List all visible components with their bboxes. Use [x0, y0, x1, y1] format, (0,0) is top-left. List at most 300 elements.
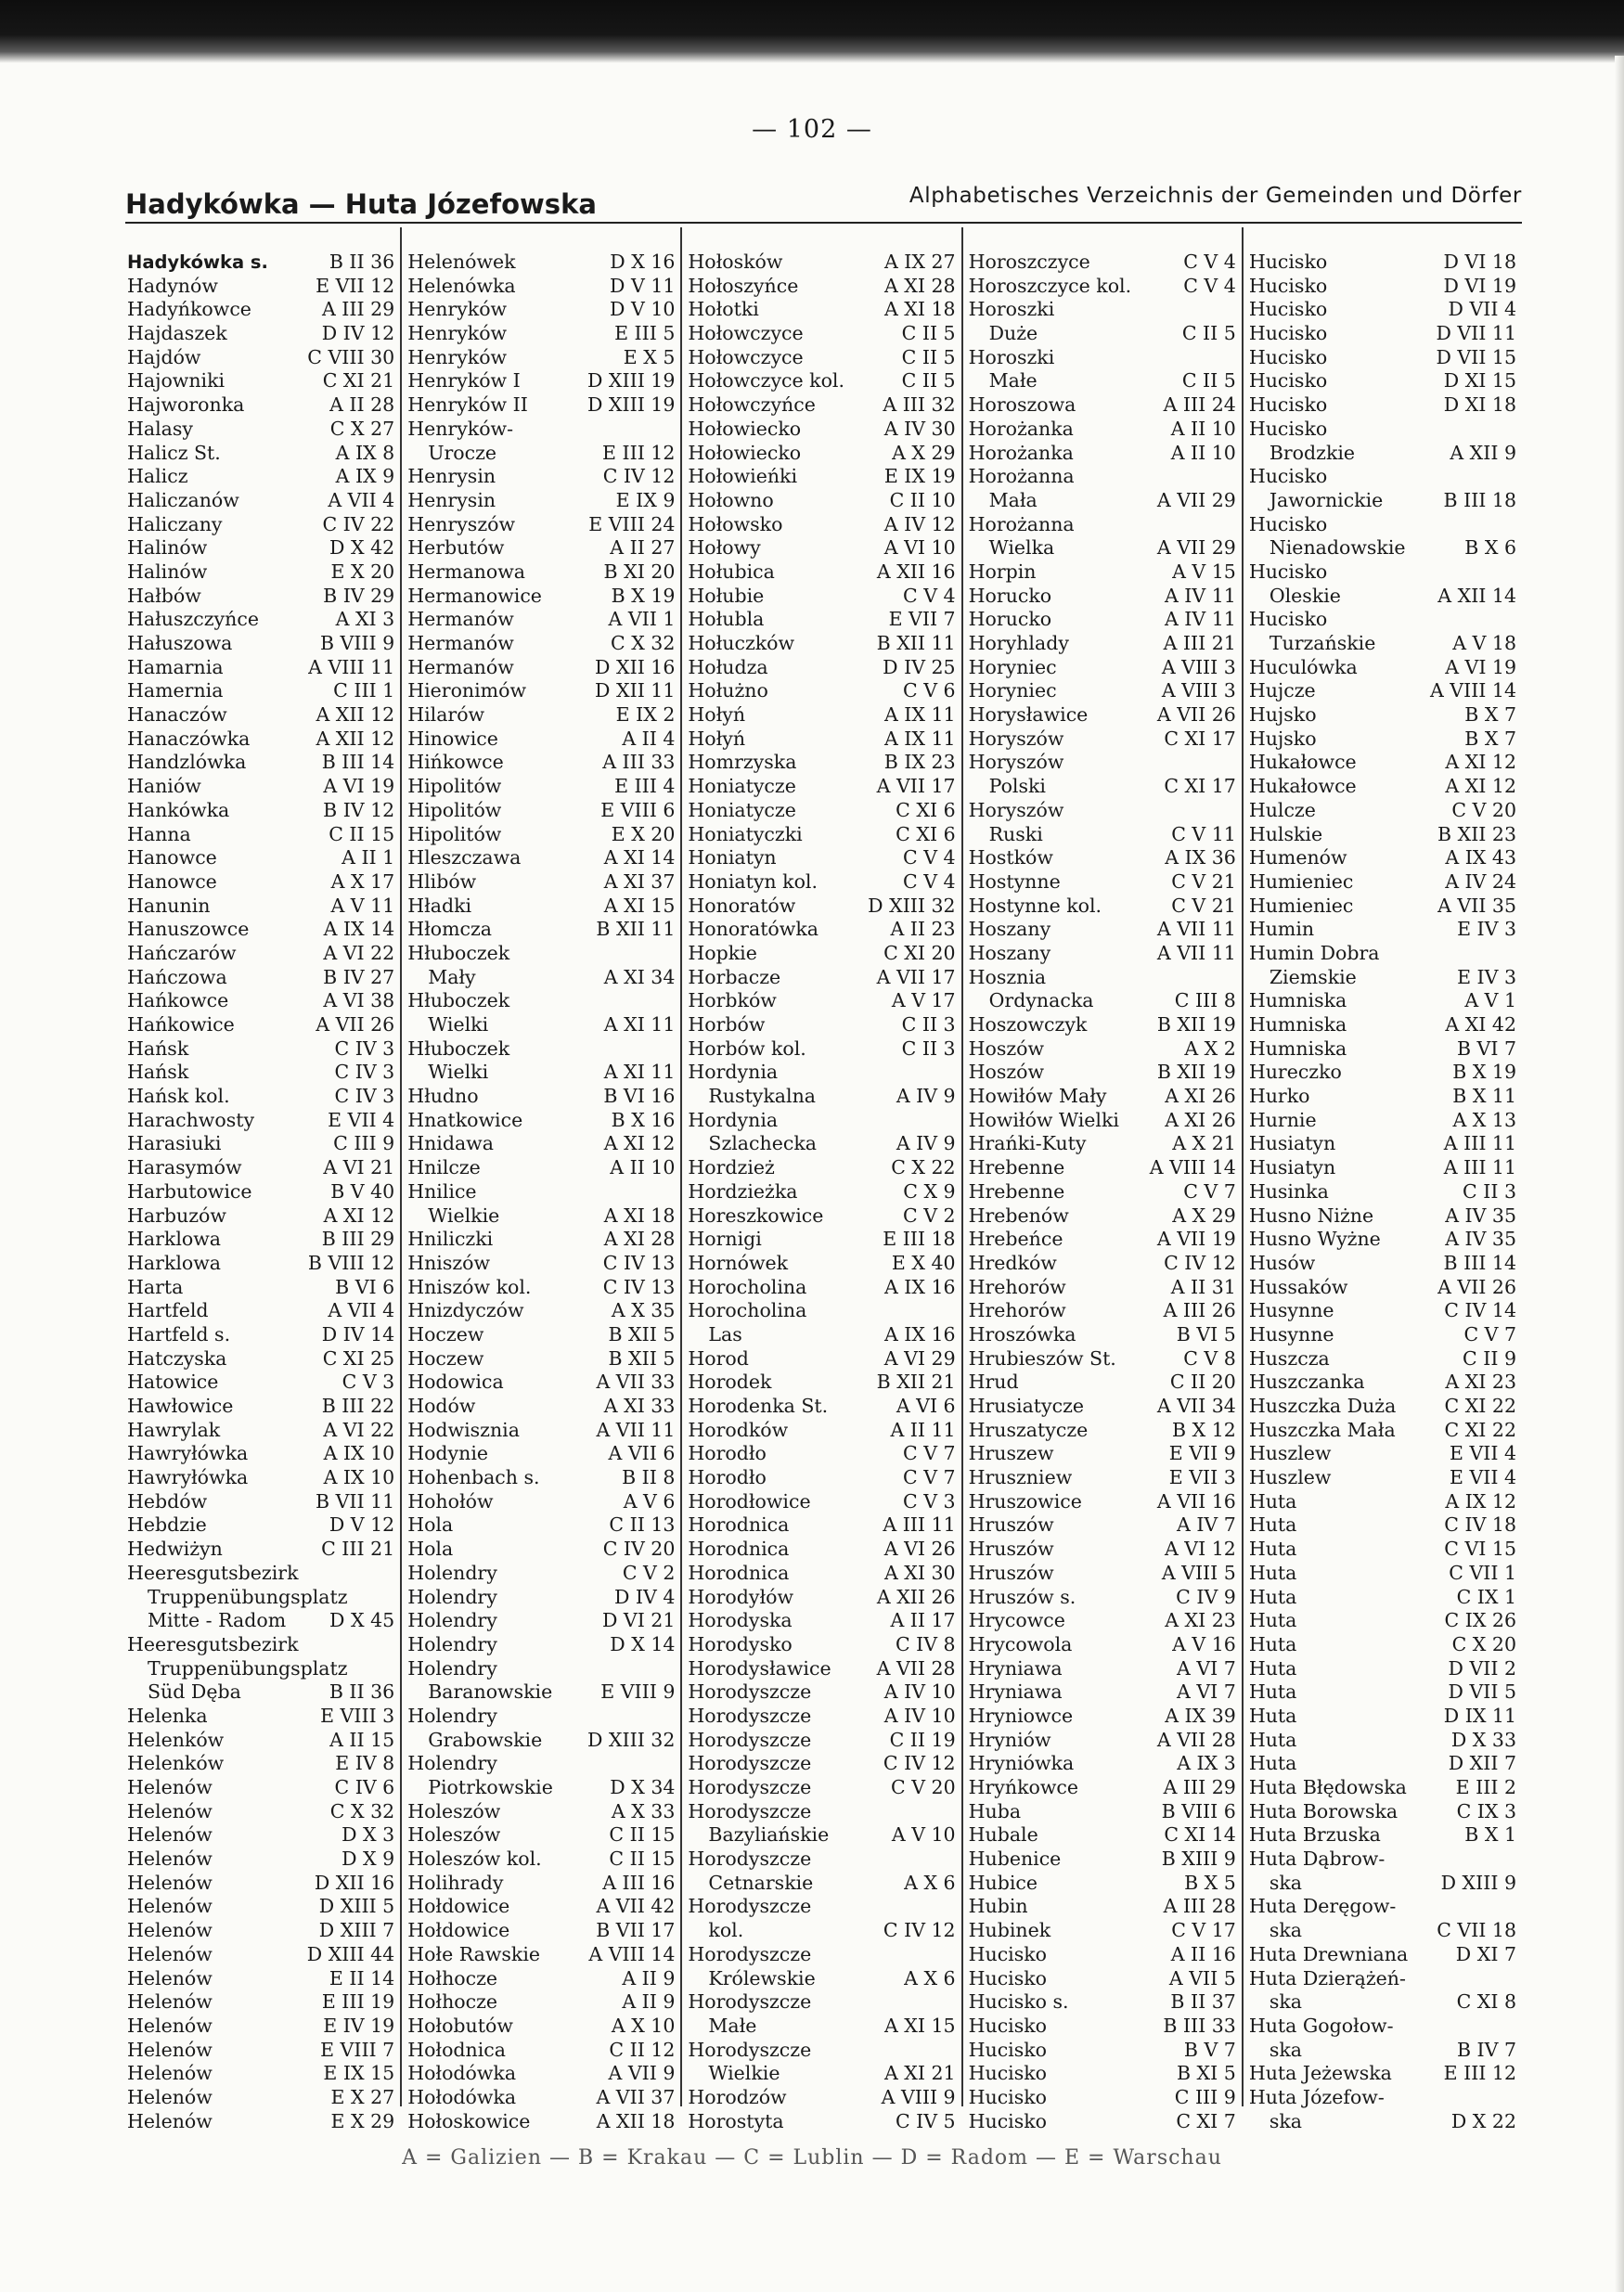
entry-name: Bazyliańskie: [708, 1823, 830, 1847]
entry-name: Horeszkowice: [688, 1204, 824, 1227]
index-column-4: [961, 227, 1242, 2132]
entry-code: A III 32: [883, 393, 956, 417]
index-entry: [127, 846, 394, 870]
entry-code: C II 15: [609, 1823, 676, 1847]
entry-code: C V 17: [1171, 1919, 1236, 1942]
entry-name: Henryków: [407, 345, 508, 368]
index-entry: [127, 1967, 394, 1991]
index-entry: [1249, 1109, 1516, 1133]
entry-code: A XI 21: [883, 2062, 956, 2085]
index-entry: [407, 728, 675, 752]
entry-name: Hermanowa: [407, 560, 525, 583]
index-entry: [969, 1156, 1236, 1180]
index-entry: [407, 1990, 675, 2015]
entry-code: C V 4: [903, 869, 956, 893]
entry-name: Humniska: [1248, 989, 1347, 1012]
index-entry: [1249, 1276, 1516, 1300]
entry-name: Hołowieńki: [688, 465, 798, 488]
entry-name: Hołhocze: [407, 1966, 498, 1989]
entry-code: B XII 11: [596, 918, 676, 941]
index-entry: [688, 870, 955, 895]
entry-name: Holendry: [407, 1656, 497, 1680]
entry-name: Huszlew: [1248, 1442, 1332, 1465]
entry-name: Holendry: [407, 1561, 497, 1584]
index-entry: [1249, 1347, 1516, 1371]
entry-name: Hołodówka: [407, 2062, 517, 2085]
entry-code: C V 8: [1183, 1346, 1236, 1370]
entry-name: Hołowiecko: [688, 417, 802, 440]
entry-code: A VIII 14: [588, 1942, 676, 1965]
entry-name: Hruszowice: [968, 1489, 1082, 1513]
index-entry: [407, 322, 675, 346]
index-entry: [969, 1776, 1236, 1800]
entry-code: D XIII 9: [1440, 1871, 1517, 1894]
entry-name: Hucisko: [1248, 345, 1328, 368]
entry-name: Hnilcze: [407, 1156, 481, 1179]
entry-code: D X 33: [1450, 1728, 1517, 1751]
entry-code: D XIII 32: [868, 894, 956, 917]
index-entry: [688, 1109, 955, 1133]
entry-name: Królewskie: [708, 1966, 816, 1989]
entry-name: Hubice: [968, 1871, 1038, 1894]
index-entry: [1249, 632, 1516, 656]
entry-name: Huta: [1248, 1632, 1297, 1655]
entry-name: Hryńkowce: [968, 1776, 1078, 1798]
index-entry: [688, 1872, 955, 1896]
entry-name: Hrusiatycze: [968, 1395, 1085, 1417]
entry-code: A XI 12: [323, 1204, 395, 1227]
index-entry: [1249, 1037, 1516, 1062]
entry-code: A VII 6: [608, 1442, 676, 1465]
entry-name: Horocholina: [688, 1275, 807, 1298]
index-entry: [969, 1848, 1236, 1872]
entry-name: Harbutowice: [127, 1179, 252, 1203]
index-entry: [407, 1204, 675, 1229]
entry-code: D VII 5: [1448, 1680, 1517, 1704]
index-entry: [969, 369, 1236, 393]
index-entry: [127, 1109, 394, 1133]
index-entry: [407, 1609, 675, 1633]
entry-name: Hucisko: [1248, 608, 1328, 631]
entry-name: Huta Borowska: [1248, 1799, 1398, 1822]
index-entry: [969, 942, 1236, 966]
entry-name: Helenów: [127, 2038, 213, 2061]
entry-code: B X 19: [1452, 1061, 1517, 1084]
entry-name: Henryków: [407, 298, 508, 321]
entry-name: Huszczanka: [1248, 1371, 1365, 1394]
entry-code: A III 21: [1163, 632, 1236, 654]
page-subtitle: Alphabetisches Verzeichnis der Gemeinden und Dörfer: [909, 184, 1522, 208]
entry-code: C X 32: [329, 1799, 395, 1822]
entry-name: Horodzów: [688, 2085, 787, 2108]
entry-code: A VII 5: [1168, 1966, 1236, 1989]
entry-code: B X 5: [1184, 1871, 1236, 1894]
entry-name: Huta: [1248, 1752, 1297, 1775]
index-entry: [1249, 1395, 1516, 1419]
entry-name: Baranowskie: [428, 1680, 553, 1704]
entry-name: Huta: [1248, 1728, 1297, 1751]
index-entry: [688, 1085, 955, 1109]
entry-code: C V 11: [1171, 822, 1236, 845]
index-entry: [1249, 1061, 1516, 1085]
entry-name: Hermanów: [407, 608, 514, 631]
entry-name: Hoszowczyk: [968, 1013, 1088, 1036]
entry-code: C V 4: [903, 584, 956, 607]
index-entry: [127, 1943, 394, 1967]
entry-code: E X 20: [611, 822, 676, 845]
index-entry: [407, 369, 675, 393]
entry-code: B VI 5: [1176, 1322, 1236, 1346]
index-entry: [969, 846, 1236, 870]
index-entry: [407, 656, 675, 680]
entry-code: E VIII 6: [600, 798, 676, 821]
entry-code: C V 6: [903, 679, 956, 702]
entry-code: B VIII 12: [307, 1251, 395, 1274]
index-entry: [969, 870, 1236, 895]
entry-code: B XII 21: [876, 1371, 956, 1394]
entry-code: A XI 12: [1445, 775, 1517, 798]
index-entry: [969, 1228, 1236, 1252]
entry-code: D XIII 19: [586, 393, 676, 417]
index-entry: [127, 442, 394, 466]
index-entry: [1249, 1180, 1516, 1204]
entry-name: Hrycowce: [968, 1609, 1065, 1632]
index-entry: [1249, 1633, 1516, 1657]
index-entry: [407, 870, 675, 895]
entry-name: Hilarów: [407, 703, 485, 727]
entry-code: E III 2: [1455, 1776, 1517, 1798]
entry-code: C XI 6: [896, 822, 956, 845]
entry-code: A VI 26: [883, 1538, 956, 1561]
entry-code: E VIII 24: [588, 512, 676, 535]
entry-name: Hałuszowa: [127, 632, 233, 654]
entry-name: Hordynia: [688, 1061, 779, 1084]
index-entry: [688, 536, 955, 560]
entry-name: Helenówka: [407, 274, 516, 297]
entry-name: Hucisko: [968, 2038, 1048, 2061]
entry-code: D IV 25: [883, 655, 956, 678]
index-entry: [688, 1752, 955, 1776]
entry-name: Harasymów: [127, 1156, 242, 1179]
entry-code: D XIII 44: [306, 1942, 395, 1965]
legend: A = Galizien — B = Krakau — C = Lublin — D = Radom — E = Warschau: [402, 2146, 1222, 2170]
entry-code: B III 14: [321, 751, 395, 774]
index-entry: [688, 1776, 955, 1800]
entry-name: Hohenbach s.: [407, 1466, 540, 1489]
entry-code: A V 1: [1464, 989, 1517, 1012]
index-entry: [969, 585, 1236, 609]
entry-code: A III 11: [1443, 1132, 1517, 1155]
entry-name: Horbków: [688, 989, 777, 1012]
index-entry: [127, 966, 394, 990]
entry-name: Harklowa: [127, 1251, 221, 1274]
entry-name: Horostyta: [688, 2109, 784, 2132]
entry-name: Hoczew: [407, 1322, 484, 1346]
index-column-5: [1242, 227, 1522, 2132]
entry-code: A XI 33: [603, 1395, 676, 1417]
entry-code: C II 12: [609, 2038, 676, 2061]
entry-code: B XI 5: [1176, 2062, 1236, 2085]
index-entry: [407, 442, 675, 466]
entry-code: E III 19: [321, 1990, 395, 2014]
index-entry: [127, 679, 394, 703]
entry-name: Hartfeld s.: [127, 1322, 231, 1346]
index-entry: [127, 513, 394, 537]
index-entry: [127, 1990, 394, 2015]
entry-code: A VII 35: [1437, 894, 1517, 917]
entry-code: A XI 14: [603, 846, 676, 869]
entry-code: A VI 6: [896, 1395, 956, 1417]
entry-name: Haniów: [127, 775, 201, 798]
page-title: Hadykówka — Huta Józefowska: [125, 188, 597, 220]
entry-code: D IV 14: [321, 1322, 395, 1346]
index-entry: [969, 1085, 1236, 1109]
index-entry: [127, 536, 394, 560]
entry-name: Husów: [1248, 1251, 1316, 1274]
index-entry: [1249, 1513, 1516, 1538]
index-entry: [407, 966, 675, 990]
index-entry: [127, 346, 394, 370]
entry-code: B VIII 9: [319, 632, 395, 654]
entry-code: D X 14: [610, 1632, 676, 1655]
entry-name: Hrehorów: [968, 1275, 1066, 1298]
entry-code: A VII 37: [596, 2085, 676, 2108]
index-entry: [127, 2086, 394, 2110]
index-entry: [127, 560, 394, 585]
entry-code: C IV 18: [1444, 1513, 1517, 1537]
index-entry: [127, 465, 394, 489]
entry-code: D IV 12: [321, 322, 395, 345]
index-entry: [127, 1276, 394, 1300]
entry-name: Hureczko: [1248, 1061, 1342, 1084]
entry-code: B XII 11: [876, 632, 956, 654]
index-entry: [1249, 536, 1516, 560]
index-entry: [1249, 1156, 1516, 1180]
entry-code: A X 35: [611, 1299, 676, 1322]
index-entry: [127, 1156, 394, 1180]
index-entry: [127, 632, 394, 656]
entry-code: A II 17: [890, 1609, 956, 1632]
index-entry: [407, 942, 675, 966]
entry-name: Horożanna: [968, 465, 1075, 488]
entry-code: C V 2: [903, 1204, 956, 1227]
index-entry: [127, 942, 394, 966]
index-entry: [127, 1061, 394, 1085]
entry-code: C IV 6: [334, 1776, 395, 1798]
index-entry: [1249, 1132, 1516, 1156]
index-entry: [127, 2062, 394, 2086]
entry-code: B XI 20: [603, 560, 676, 583]
index-entry: [969, 895, 1236, 919]
index-entry: [1249, 1729, 1516, 1753]
entry-code: A IX 12: [1445, 1489, 1517, 1513]
entry-code: E III 12: [1443, 2062, 1517, 2085]
entry-code: C IX 3: [1456, 1799, 1517, 1822]
entry-code: A II 10: [610, 1156, 676, 1179]
entry-code: B XII 19: [1156, 1061, 1236, 1084]
index-entry: [127, 1680, 394, 1705]
entry-code: C IV 22: [322, 512, 395, 535]
entry-code: A VII 33: [596, 1371, 676, 1394]
index-entry: [969, 2015, 1236, 2039]
index-entry: [688, 632, 955, 656]
entry-name: Husno Wyżne: [1248, 1228, 1381, 1251]
entry-name: Hodów: [407, 1395, 476, 1417]
entry-code: C II 5: [901, 322, 956, 345]
entry-name: Huba: [968, 1799, 1022, 1822]
index-entry: [407, 1395, 675, 1419]
index-entry: [127, 369, 394, 393]
entry-code: D X 16: [610, 251, 676, 273]
entry-name: Horodków: [688, 1418, 789, 1441]
entry-code: C II 13: [609, 1513, 676, 1537]
index-entry: [969, 1729, 1236, 1753]
index-entry: [969, 1252, 1236, 1276]
entry-name: Hołuczków: [688, 632, 795, 654]
index-entry: [1249, 870, 1516, 895]
entry-name: Hleszczawa: [407, 846, 522, 869]
entry-code: C X 22: [891, 1156, 956, 1179]
entry-code: A VI 22: [323, 941, 395, 964]
entry-code: A XI 37: [603, 869, 676, 893]
entry-name: Handzlówka: [127, 751, 247, 774]
entry-code: D XIII 32: [586, 1728, 676, 1751]
index-entry: [688, 1562, 955, 1586]
entry-name: Horodyska: [688, 1609, 793, 1632]
entry-code: C II 19: [889, 1728, 956, 1751]
index-entry: [407, 1490, 675, 1514]
entry-code: A XI 42: [1445, 1013, 1517, 1036]
index-entry: [969, 989, 1236, 1013]
entry-name: Hostynne kol.: [968, 894, 1102, 917]
entry-code: B X 12: [1172, 1418, 1236, 1441]
entry-code: A VI 10: [883, 536, 956, 560]
entry-name: Hruszów s.: [968, 1585, 1076, 1608]
entry-name: Hukałowce: [1248, 751, 1357, 774]
entry-name: Horodysławice: [688, 1656, 831, 1680]
entry-name: Hordzieżka: [688, 1179, 798, 1203]
index-entry: [688, 251, 955, 275]
index-entry: [127, 1490, 394, 1514]
entry-code: B VI 7: [1456, 1037, 1517, 1060]
entry-name: Hubenice: [968, 1848, 1062, 1871]
index-entry: [407, 1967, 675, 1991]
entry-code: A VII 9: [608, 2062, 676, 2085]
entry-name: Huta Brzuska: [1248, 1823, 1381, 1847]
entry-code: B XII 23: [1437, 822, 1517, 845]
entry-name: Turzańskie: [1269, 632, 1376, 654]
index-entry: [969, 703, 1236, 728]
index-entry: [127, 1705, 394, 1729]
index-entry: [127, 1442, 394, 1466]
entry-code: B X 7: [1464, 727, 1517, 750]
entry-name: Hruszów: [968, 1561, 1054, 1584]
entry-name: Hołowczyce kol.: [688, 369, 844, 393]
index-entry: [407, 585, 675, 609]
entry-code: D XI 15: [1443, 369, 1517, 393]
index-entry: [688, 369, 955, 393]
entry-name: Huta Dzierążeń-: [1248, 1966, 1406, 1989]
index-entry: [1249, 1609, 1516, 1633]
index-entry: [127, 728, 394, 752]
index-entry: [1249, 656, 1516, 680]
index-entry: [127, 1228, 394, 1252]
entry-name: Hryniawa: [968, 1680, 1063, 1704]
index-entry: [407, 751, 675, 775]
entry-code: A III 24: [1163, 393, 1236, 417]
entry-code: C IX 1: [1456, 1585, 1517, 1608]
entry-code: E VII 7: [888, 608, 956, 631]
entry-name: Horyszów: [968, 798, 1064, 821]
entry-name: Hipolitów: [407, 822, 502, 845]
entry-code: B IX 23: [883, 751, 956, 774]
entry-name: Hopkie: [688, 941, 757, 964]
entry-name: Hucisko: [968, 1966, 1048, 1989]
index-entry: [969, 1538, 1236, 1562]
index-column-3: [680, 227, 960, 2132]
entry-code: C VII 18: [1437, 1919, 1517, 1942]
entry-name: Honiatyn kol.: [688, 869, 818, 893]
entry-code: A V 16: [1172, 1632, 1236, 1655]
index-entry: [969, 1466, 1236, 1490]
entry-code: A VIII 14: [1429, 679, 1517, 702]
entry-name: Hornówek: [688, 1251, 789, 1274]
entry-name: Horodłowice: [688, 1489, 811, 1513]
index-entry: [407, 1752, 675, 1776]
index-entry: [688, 1919, 955, 1943]
entry-code: A V 17: [891, 989, 956, 1012]
entry-code: A II 15: [329, 1728, 395, 1751]
entry-code: A VII 11: [596, 1418, 676, 1441]
entry-code: A X 17: [330, 869, 395, 893]
entry-code: C V 4: [1183, 274, 1236, 297]
entry-code: A II 1: [342, 846, 395, 869]
index-entry: [1249, 418, 1516, 442]
entry-name: Harasiuki: [127, 1132, 222, 1155]
entry-name: Herbutów: [407, 536, 505, 560]
entry-code: B VII 17: [596, 1919, 676, 1942]
entry-name: Hornigi: [688, 1228, 762, 1251]
entry-code: E IV 8: [335, 1752, 395, 1775]
index-entry: [127, 1895, 394, 1919]
entry-name: Hruszatycze: [968, 1418, 1089, 1441]
entry-code: D XII 11: [595, 679, 676, 702]
entry-name: Honiatyn: [688, 846, 777, 869]
entry-name: Halicz: [127, 465, 188, 488]
entry-code: A IV 9: [896, 1132, 956, 1155]
index-entry: [407, 1633, 675, 1657]
entry-name: Hamarnia: [127, 655, 224, 678]
entry-code: C IV 9: [1176, 1585, 1236, 1608]
entry-name: Hłuboczek: [407, 989, 510, 1012]
index-entry: [969, 1943, 1236, 1967]
index-entry: [127, 489, 394, 513]
entry-name: Husynne: [1248, 1322, 1334, 1346]
index-entry: [127, 751, 394, 775]
index-entry: [688, 1586, 955, 1610]
index-entry: [127, 799, 394, 823]
entry-code: C V 4: [903, 846, 956, 869]
index-entry: [1249, 2062, 1516, 2086]
entry-code: A XI 11: [603, 1013, 676, 1036]
entry-name: Hołudza: [688, 655, 768, 678]
index-entry: [969, 1371, 1236, 1395]
entry-code: E II 14: [329, 1966, 395, 1989]
entry-code: B III 18: [1443, 488, 1517, 511]
entry-code: C V 3: [342, 1371, 395, 1394]
entry-name: Hoszów: [968, 1061, 1045, 1084]
entry-code: D XIII 19: [586, 369, 676, 393]
